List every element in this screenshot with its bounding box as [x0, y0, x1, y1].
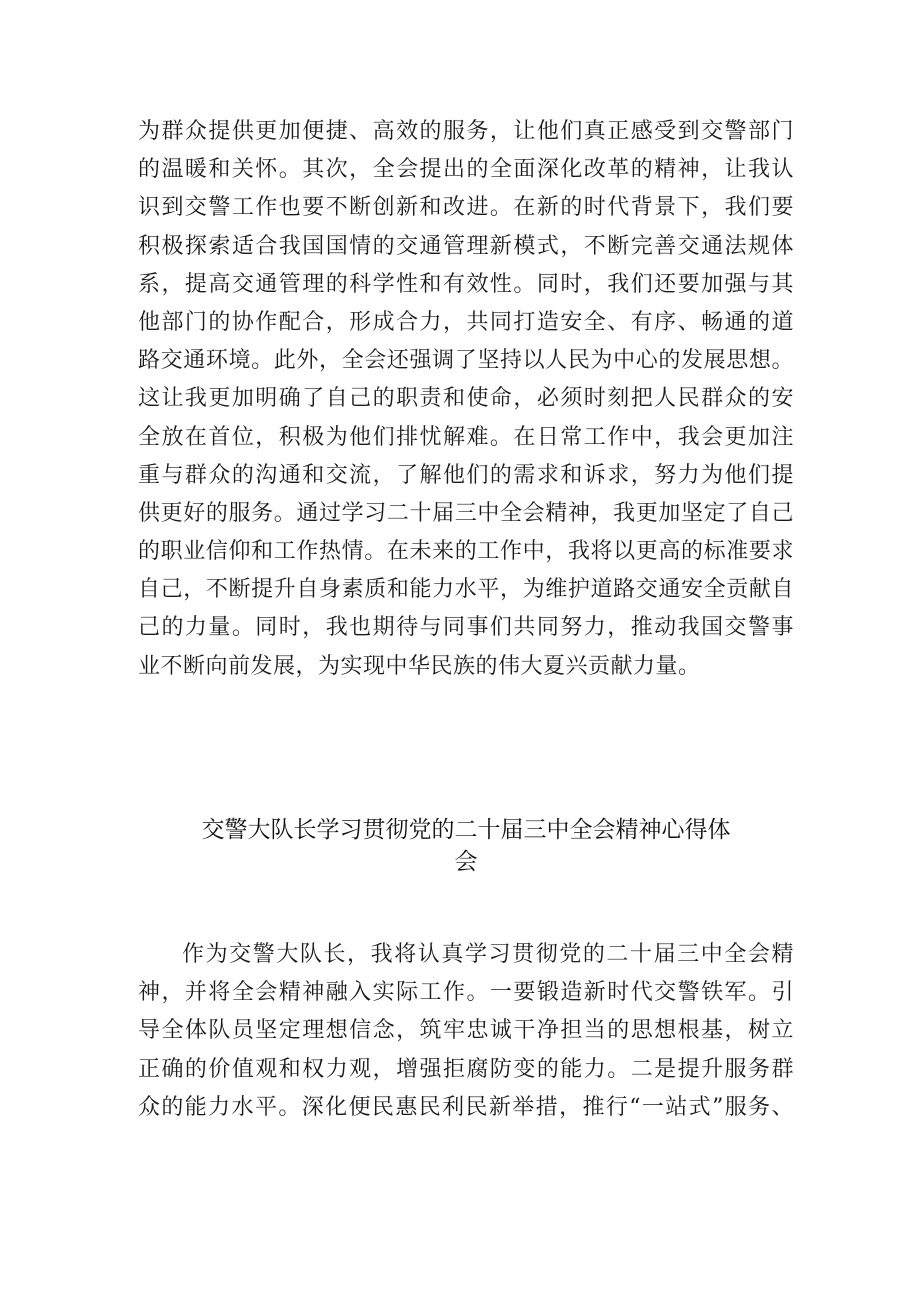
article-title-line-1: 交警大队长学习贯彻党的二十届三中全会精神心得体 — [201, 817, 731, 843]
paragraph-line: 正确的价值观和权力观，增强拒腐防变的能力。二是提升服务群 — [138, 1056, 794, 1082]
paragraph-line: 自己，不断提升自身素质和能力水平，为维护道路交通安全贡献自 — [138, 577, 794, 603]
paragraph-line: 重与群众的沟通和交流，了解他们的需求和诉求，努力为他们提 — [138, 462, 794, 488]
paragraph-line: 为群众提供更加便捷、高效的服务，让他们真正感受到交警部门 — [138, 119, 794, 144]
article-title — [138, 814, 794, 878]
paragraph-line: 他部门的协作配合，形成合力，共同打造安全、有序、畅通的道 — [138, 309, 794, 335]
paragraph-line: 己的力量。同时，我也期待与同事们共同努力，推动我国交警事 — [138, 615, 794, 641]
article-title-line-2: 会 — [454, 849, 478, 875]
body-paragraph-continued — [138, 113, 794, 686]
paragraph-line: 的温暖和关怀。其次，全会提出的全面深化改革的精神，让我认 — [138, 157, 794, 183]
paragraph-line: 全放在首位，积极为他们排忧解难。在日常工作中，我会更加注 — [138, 424, 794, 450]
paragraph-line: 积极探索适合我国国情的交通管理新模式，不断完善交通法规体 — [138, 233, 794, 259]
paragraph-line: 导全体队员坚定理想信念，筑牢忠诚干净担当的思想根基，树立 — [138, 1018, 794, 1044]
paragraph-line: 系，提高交通管理的科学性和有效性。同时，我们还要加强与其 — [138, 271, 794, 297]
body-paragraph-new — [138, 936, 794, 1127]
paragraph-line: 业不断向前发展，为实现中华民族的伟大夏兴贡献力量。 — [138, 653, 701, 679]
paragraph-line: 众的能力水平。深化便民惠民利民新举措，推行“一站式”服务、 — [138, 1094, 794, 1120]
paragraph-line: 识到交警工作也要不断创新和改进。在新的时代背景下，我们要 — [138, 195, 794, 221]
paragraph-line: 的职业信仰和工作热情。在未来的工作中，我将以更高的标准要求 — [138, 539, 794, 565]
paragraph-line: 路交通环境。此外，全会还强调了坚持以人民为中心的发展思想。 — [138, 348, 794, 374]
paragraph-line: 这让我更加明确了自己的职责和使命，必须时刻把人民群众的安 — [138, 386, 794, 412]
paragraph-line: 神，并将全会精神融入实际工作。一要锻造新时代交警铁军。引 — [138, 980, 794, 1006]
paragraph-line: 供更好的服务。通过学习二十届三中全会精神，我更加坚定了自己 — [138, 500, 794, 526]
paragraph-line: 作为交警大队长，我将认真学习贯彻党的二十届三中全会精 — [182, 942, 794, 967]
